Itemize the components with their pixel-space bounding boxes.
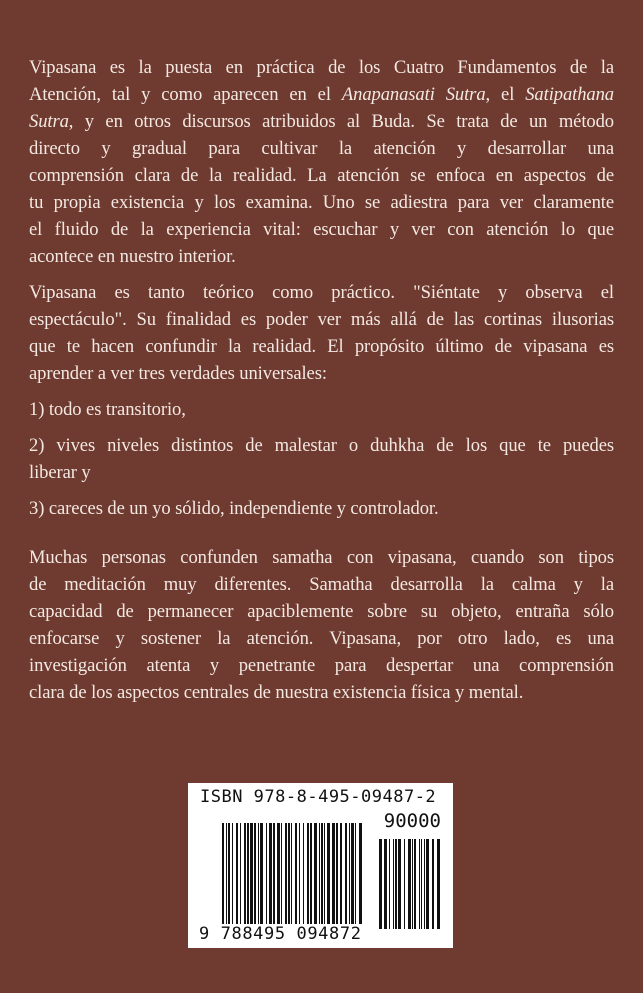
barcode-bar xyxy=(324,823,325,939)
ean-number: 9 788495 094872 xyxy=(199,924,362,944)
barcode-bar xyxy=(307,823,309,939)
barcode-bar xyxy=(226,823,227,939)
barcode-bar xyxy=(273,823,275,939)
text-line xyxy=(29,495,614,522)
barcode-bar xyxy=(269,823,272,939)
text-line xyxy=(29,279,614,306)
text-line xyxy=(29,81,614,108)
barcode-bar xyxy=(414,839,416,929)
text-segment: comprensión clara de la realidad. La atención se enfoca en aspectos de xyxy=(29,165,614,186)
isbn-barcode xyxy=(188,783,453,948)
barcode-bar xyxy=(321,823,323,939)
barcode-bar xyxy=(291,823,292,939)
barcode-bar xyxy=(232,823,233,939)
text-segment: , el xyxy=(485,84,526,105)
barcode-bar xyxy=(310,823,312,939)
barcode-bar xyxy=(384,839,387,929)
text-segment: capacidad de permanecer apaciblemente sobre su objeto, entraña sólo xyxy=(29,601,614,622)
paragraph xyxy=(29,396,614,423)
text-segment: espectáculo". Su finalidad es poder ver más allá de las cortinas ilusorias xyxy=(29,309,614,330)
barcode-bar xyxy=(319,823,320,939)
italic-title: Sutra xyxy=(29,111,69,132)
paragraph xyxy=(29,54,614,270)
text-segment: 1) todo es transitorio, xyxy=(29,399,186,420)
italic-title: Anapanasati Sutra xyxy=(341,84,486,105)
text-line xyxy=(29,135,614,162)
text-segment: Muchas personas confunden samatha con vipasana, cuando son tipos xyxy=(29,547,614,568)
text-line xyxy=(29,243,614,270)
barcode-bar xyxy=(340,823,342,939)
text-segment: que te hacen confundir la realidad. El propósito último de vipasana es xyxy=(29,336,614,357)
barcode-bar xyxy=(240,823,241,939)
barcode-bar xyxy=(379,839,382,929)
isbn-label: ISBN 978-8-495-09487-2 xyxy=(200,787,437,807)
text-segment: liberar y xyxy=(29,462,91,483)
barcode-bar xyxy=(250,823,253,939)
barcode-bar xyxy=(437,839,440,929)
barcode-bar xyxy=(260,823,263,939)
barcode-bar xyxy=(426,839,429,929)
text-line xyxy=(29,679,614,706)
barcode-bar xyxy=(236,823,238,939)
barcode-bar xyxy=(222,823,224,939)
barcode-bar xyxy=(349,823,350,939)
barcode-bar xyxy=(254,823,256,939)
barcode-bar xyxy=(389,839,390,929)
barcode-bar xyxy=(288,823,290,939)
barcode-bar xyxy=(393,839,394,929)
barcode-bar xyxy=(285,823,287,939)
barcode-bar xyxy=(281,823,282,939)
barcode-bar xyxy=(345,823,347,939)
text-line xyxy=(29,652,614,679)
barcode-bar xyxy=(351,823,354,939)
text-segment: 3) careces de un yo sólido, independiente y controlador. xyxy=(29,498,439,519)
text-segment: aprender a ver tres verdades universales: xyxy=(29,363,327,384)
barcode-bar xyxy=(412,839,413,929)
barcode-bar xyxy=(244,823,246,939)
barcode-bar xyxy=(432,839,434,929)
text-segment: el fluido de la experiencia vital: escuchar y ver con atención lo que xyxy=(29,219,614,240)
barcode-bar xyxy=(419,839,420,929)
text-segment: , y en otros discursos atribuidos al Buda. Se trata de un método xyxy=(68,111,614,132)
text-segment: Atención, tal y como aparecen en el xyxy=(29,84,342,105)
text-line xyxy=(29,216,614,243)
paragraph xyxy=(29,432,614,486)
barcode-bar xyxy=(395,839,397,929)
text-line xyxy=(29,459,614,486)
paragraph xyxy=(29,279,614,387)
barcode-bar xyxy=(398,839,401,929)
text-segment: enfocarse y sostener la atención. Vipasana, por otro lado, es una xyxy=(29,628,614,649)
barcode-bar xyxy=(424,839,425,929)
text-line xyxy=(29,396,614,423)
text-segment: investigación atenta y penetrante para despertar una comprensión xyxy=(29,655,614,676)
barcode-bar xyxy=(266,823,267,939)
price-addon-number: 90000 xyxy=(383,810,441,832)
text-segment: clara de los aspectos centrales de nuestra existencia física y mental. xyxy=(29,682,524,703)
text-line xyxy=(29,432,614,459)
text-line xyxy=(29,54,614,81)
barcode-bar xyxy=(327,823,330,939)
text-segment: 2) vives niveles distintos de malestar o duhkha de los que te puedes xyxy=(29,435,614,456)
barcode-bar xyxy=(314,823,317,939)
text-line xyxy=(29,598,614,625)
barcode-bar xyxy=(258,823,259,939)
barcode-bar xyxy=(332,823,335,939)
barcode-bar xyxy=(421,839,422,929)
barcode-bar xyxy=(277,823,280,939)
text-line xyxy=(29,544,614,571)
text-segment: tu propia existencia y los examina. Uno se adiestra para ver claramente xyxy=(29,192,614,213)
text-segment: de meditación muy diferentes. Samatha desarrolla la calma y la xyxy=(29,574,614,595)
barcode-bar xyxy=(336,823,338,939)
barcode-bar xyxy=(228,823,230,939)
text-line xyxy=(29,162,614,189)
text-line xyxy=(29,189,614,216)
barcode-bar xyxy=(299,823,300,939)
barcode-bar xyxy=(247,823,249,939)
barcode-bar xyxy=(355,823,356,939)
text-line xyxy=(29,306,614,333)
barcode-bar xyxy=(404,839,405,929)
text-line xyxy=(29,333,614,360)
barcode-bar xyxy=(408,839,411,929)
barcode-bar xyxy=(295,823,297,939)
italic-title: Satipathana xyxy=(525,84,615,105)
barcode-bar xyxy=(359,823,362,939)
text-line xyxy=(29,108,614,135)
text-line xyxy=(29,360,614,387)
back-cover-text xyxy=(29,54,614,715)
paragraph xyxy=(29,544,614,706)
text-segment: Vipasana es la puesta en práctica de los Cuatro Fundamentos de la xyxy=(29,57,614,78)
paragraph xyxy=(29,495,614,522)
text-line xyxy=(29,571,614,598)
barcode-bar xyxy=(303,823,304,939)
text-segment: acontece en nuestro interior. xyxy=(29,246,236,267)
text-segment: directo y gradual para cultivar la atención y desarrollar una xyxy=(29,138,614,159)
text-segment: Vipasana es tanto teórico como práctico. "Siéntate y observa el xyxy=(29,282,614,303)
text-line xyxy=(29,625,614,652)
